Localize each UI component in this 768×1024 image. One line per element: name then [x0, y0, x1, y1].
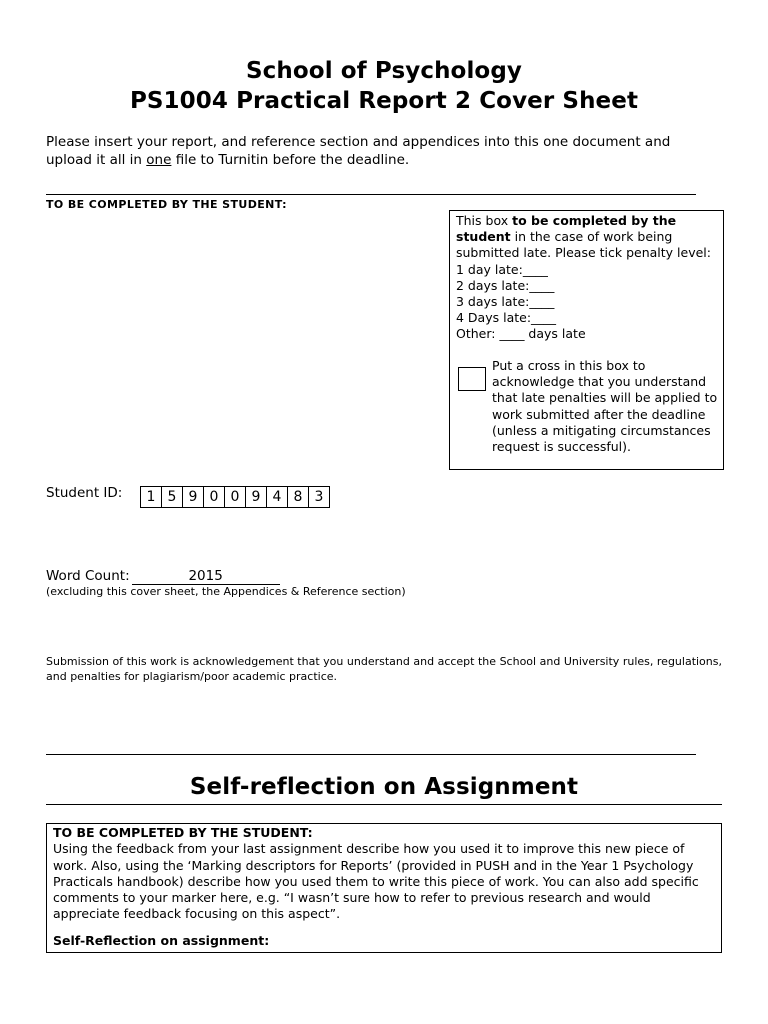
self-reflection-field-label: Self-Reflection on assignment: — [53, 932, 270, 948]
student-id-digit: 8 — [287, 486, 309, 508]
student-id-digit: 4 — [266, 486, 288, 508]
self-reflection-heading: Self-reflection on Assignment — [189, 774, 579, 800]
word-count-note: (excluding this cover sheet, the Appendices & Reference section) — [46, 585, 406, 598]
late-box-instructions — [456, 213, 717, 262]
acknowledge-checkbox[interactable] — [458, 367, 486, 391]
student-id-digit: 0 — [224, 486, 246, 508]
page-subtitle: PS1004 Practical Report 2 Cover Sheet — [129, 88, 639, 114]
acknowledge-text: Put a cross in this box to acknowledge that you understand that late penalties will be applied to work submitted after the deadline (unless a mitigating circumstances request is successful). — [492, 358, 718, 455]
late-option-other[interactable]: Other: ____ days late — [456, 326, 586, 342]
self-reflection-box — [46, 823, 722, 953]
late-option-2-days[interactable]: 2 days late:____ — [456, 277, 555, 293]
intro-underlined-word: one — [146, 152, 172, 168]
word-count-field[interactable]: 2015 — [132, 569, 280, 585]
late-box-intro-a: This box — [456, 213, 513, 228]
page-title: School of Psychology — [246, 58, 522, 84]
student-id-digit: 3 — [308, 486, 330, 508]
submission-notice: Submission of this work is acknowledgement that you understand and accept the School and University rules, regulations, and penalties for plagiarism/poor academic practice. — [46, 655, 722, 683]
intro-text-b: file to Turnitin before the deadline. — [171, 152, 410, 168]
self-reflection-box-heading: TO BE COMPLETED BY THE STUDENT: — [53, 825, 313, 840]
word-count-label: Word Count: — [46, 568, 130, 584]
student-id-digit: 0 — [203, 486, 225, 508]
late-penalty-box — [449, 210, 724, 470]
student-id-digit: 1 — [140, 486, 162, 508]
intro-text-a: Please insert your report, and reference section and appendices into this one document and upload it all in — [46, 134, 671, 168]
self-reflection-instructions: Using the feedback from your last assignment describe how you used it to improve this new piece of work. Also, using the ‘Marking descriptors for Reports’ (provided in PUSH and in the Year 1 Psychology Practicals handbook) describe how you used them to write this piece of work. You can also add specific comments to your marker here, e.g. “I wasn’t sure how to refer to previous research and would appreciate feedback focusing on this aspect”. — [53, 841, 699, 922]
student-id-digit: 9 — [182, 486, 204, 508]
divider-middle — [46, 754, 696, 755]
late-box-intro-b: in the case of work being submitted late. Please tick penalty level: — [456, 229, 711, 261]
student-id-digit: 9 — [245, 486, 267, 508]
student-section-heading: TO BE COMPLETED BY THE STUDENT: — [46, 198, 287, 211]
intro-paragraph — [46, 133, 706, 169]
late-option-4-days[interactable]: 4 Days late:____ — [456, 310, 557, 326]
late-option-3-days[interactable]: 3 days late:____ — [456, 294, 555, 310]
student-id-digit: 5 — [161, 486, 183, 508]
divider-top — [46, 194, 696, 195]
word-count-row — [46, 567, 280, 585]
divider-self-reflection — [46, 804, 722, 805]
late-option-1-day[interactable]: 1 day late:____ — [456, 261, 548, 277]
student-id-field[interactable] — [140, 486, 329, 508]
late-box-intro-bold: to be completed by the student — [456, 213, 677, 245]
student-id-label: Student ID: — [46, 485, 123, 501]
